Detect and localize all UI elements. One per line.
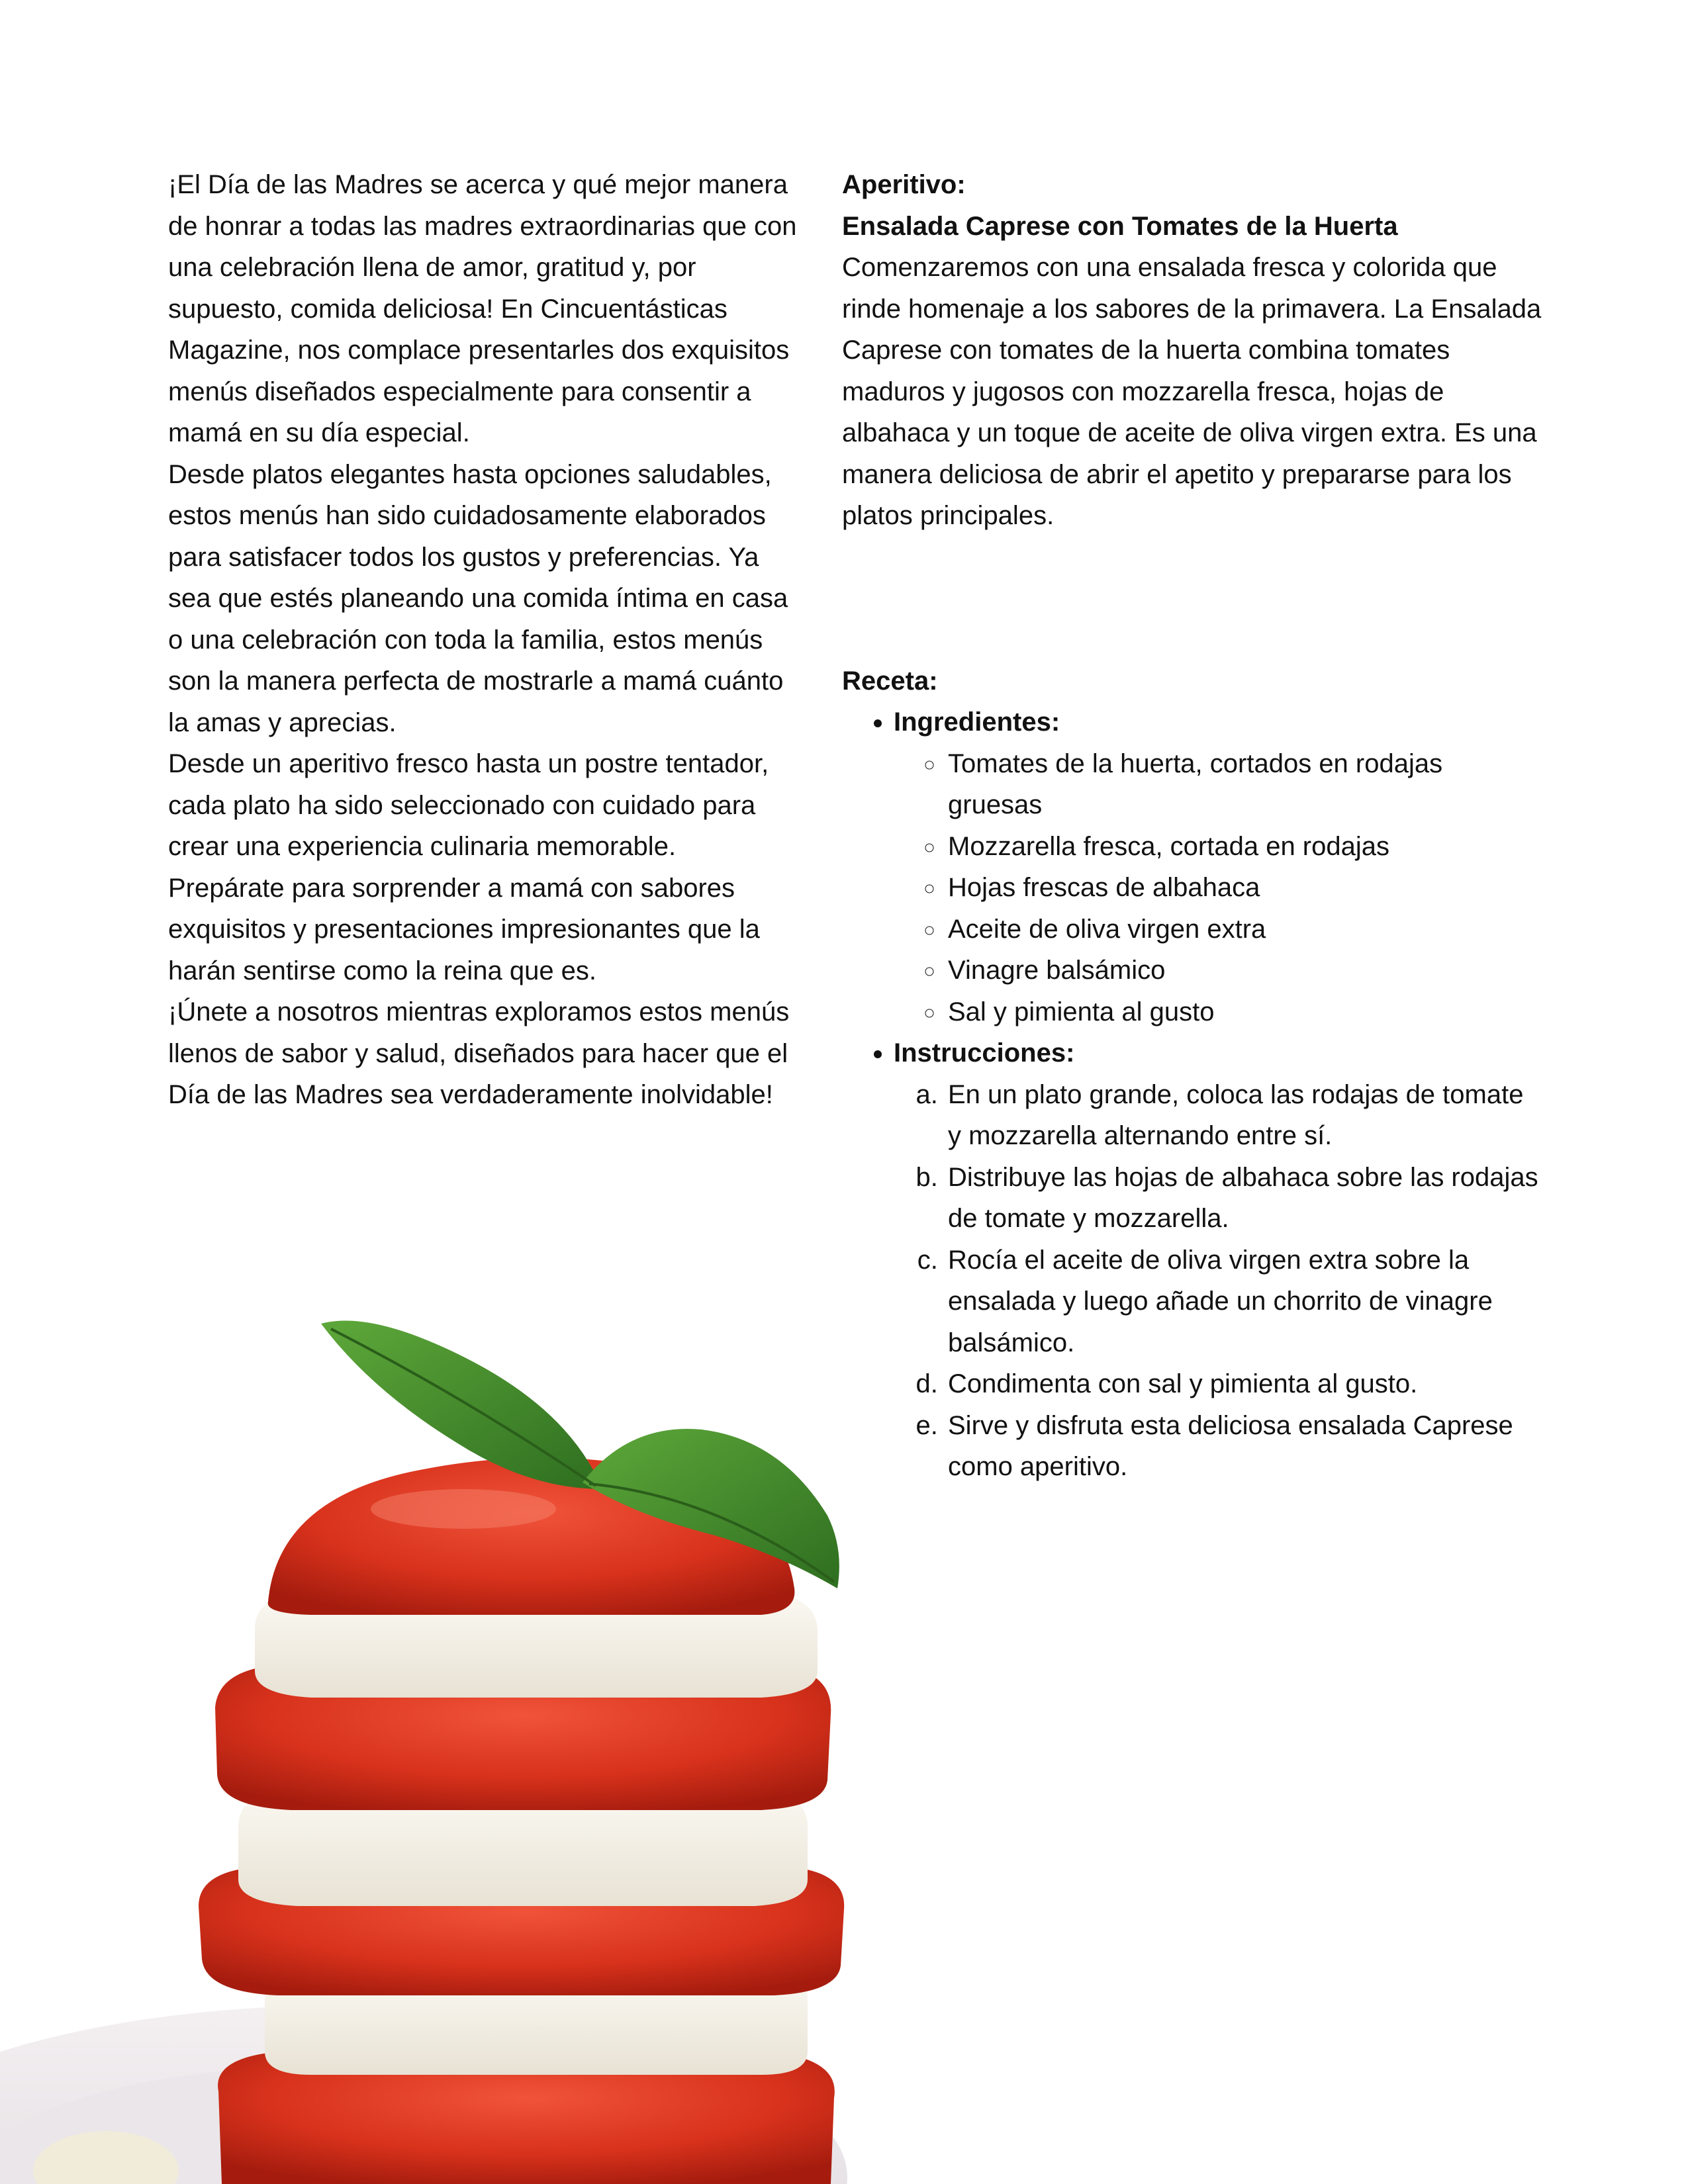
ingredients-label: Ingredientes: xyxy=(894,707,1060,737)
intro-paragraph-3: Desde un aperitivo fresco hasta un postre tentador, cada plato ha sido seleccionado con cuidado para crear una experiencia culinaria memorable. Prepárate para sorprender a mamá con sabores exquisitos y presentaciones impresionantes que la harán sentirse como la reina que es. xyxy=(168,749,769,985)
instructions-section xyxy=(894,1032,1544,1488)
ingredient-item: ◦ Mozzarella fresca, cortada en rodajas xyxy=(945,826,1544,868)
ingredient-item: ◦ Vinagre balsámico xyxy=(945,950,1544,991)
recipe-column xyxy=(842,164,1544,1488)
instruction-step: a. En un plato grande, coloca las rodajas de tomate y mozzarella alternando entre sí. xyxy=(945,1074,1544,1157)
instruction-step: d. Condimenta con sal y pimienta al gusto. xyxy=(945,1363,1544,1405)
instruction-step: b. Distribuye las hojas de albahaca sobre las rodajas de tomate y mozzarella. xyxy=(945,1157,1544,1240)
ingredient-item: ◦ Tomates de la huerta, cortados en rodajas gruesas xyxy=(945,743,1544,826)
appetizer-description: Comenzaremos con una ensalada fresca y colorida que rinde homenaje a los sabores de la primavera. La Ensalada Caprese con tomates de la huerta combina tomates maduros y jugosos con mozzarella fresca, hojas de albahaca y un toque de aceite de oliva virgen extra. Es una manera deliciosa de abrir el apetito y prepararse para los platos principales. xyxy=(842,253,1542,530)
ingredient-item: ◦ Hojas frescas de albahaca xyxy=(945,867,1544,909)
ingredient-item: ◦ Aceite de oliva virgen extra xyxy=(945,909,1544,950)
ingredients-list xyxy=(894,743,1544,1033)
ingredient-item: ◦ Sal y pimienta al gusto xyxy=(945,991,1544,1033)
ingredients-section xyxy=(894,702,1544,1032)
instruction-step: e. Sirve y disfruta esta deliciosa ensalada Caprese como aperitivo. xyxy=(945,1405,1544,1488)
section-spacer xyxy=(842,537,1544,660)
intro-column xyxy=(168,164,797,1116)
intro-paragraph-1: ¡El Día de las Madres se acerca y qué mejor manera de honrar a todas las madres extraordinarias que con una celebración llena de amor, gratitud y, por supuesto, comida deliciosa! En Cincuentásticas Magazine, nos complace presentarles dos exquisitos menús diseñados especialmente para consentir a mamá en su día especial. xyxy=(168,170,797,447)
intro-paragraph-4: ¡Únete a nosotros mientras exploramos estos menús llenos de sabor y salud, diseñados para hacer que el Día de las Madres sea verdaderamente inolvidable! xyxy=(168,997,790,1109)
instructions-label: Instrucciones: xyxy=(894,1038,1075,1068)
caprese-salad-photo xyxy=(0,1297,861,2184)
appetizer-title: Ensalada Caprese con Tomates de la Huerta xyxy=(842,211,1398,241)
instruction-step: c. Rocía el aceite de oliva virgen extra sobre la ensalada y luego añade un chorrito de vinagre balsámico. xyxy=(945,1240,1544,1364)
instructions-list xyxy=(894,1074,1544,1488)
appetizer-label: Aperitivo: xyxy=(842,170,966,199)
recipe-list xyxy=(842,702,1544,1488)
recipe-heading: Receta: xyxy=(842,666,938,696)
intro-paragraph-2: Desde platos elegantes hasta opciones saludables, estos menús han sido cuidadosamente elaborados para satisfacer todos los gustos y preferencias. Ya sea que estés planeando una comida íntima en casa o una celebración con toda la familia, estos menús son la manera perfecta de mostrarle a mamá cuánto la amas y aprecias. xyxy=(168,459,788,737)
